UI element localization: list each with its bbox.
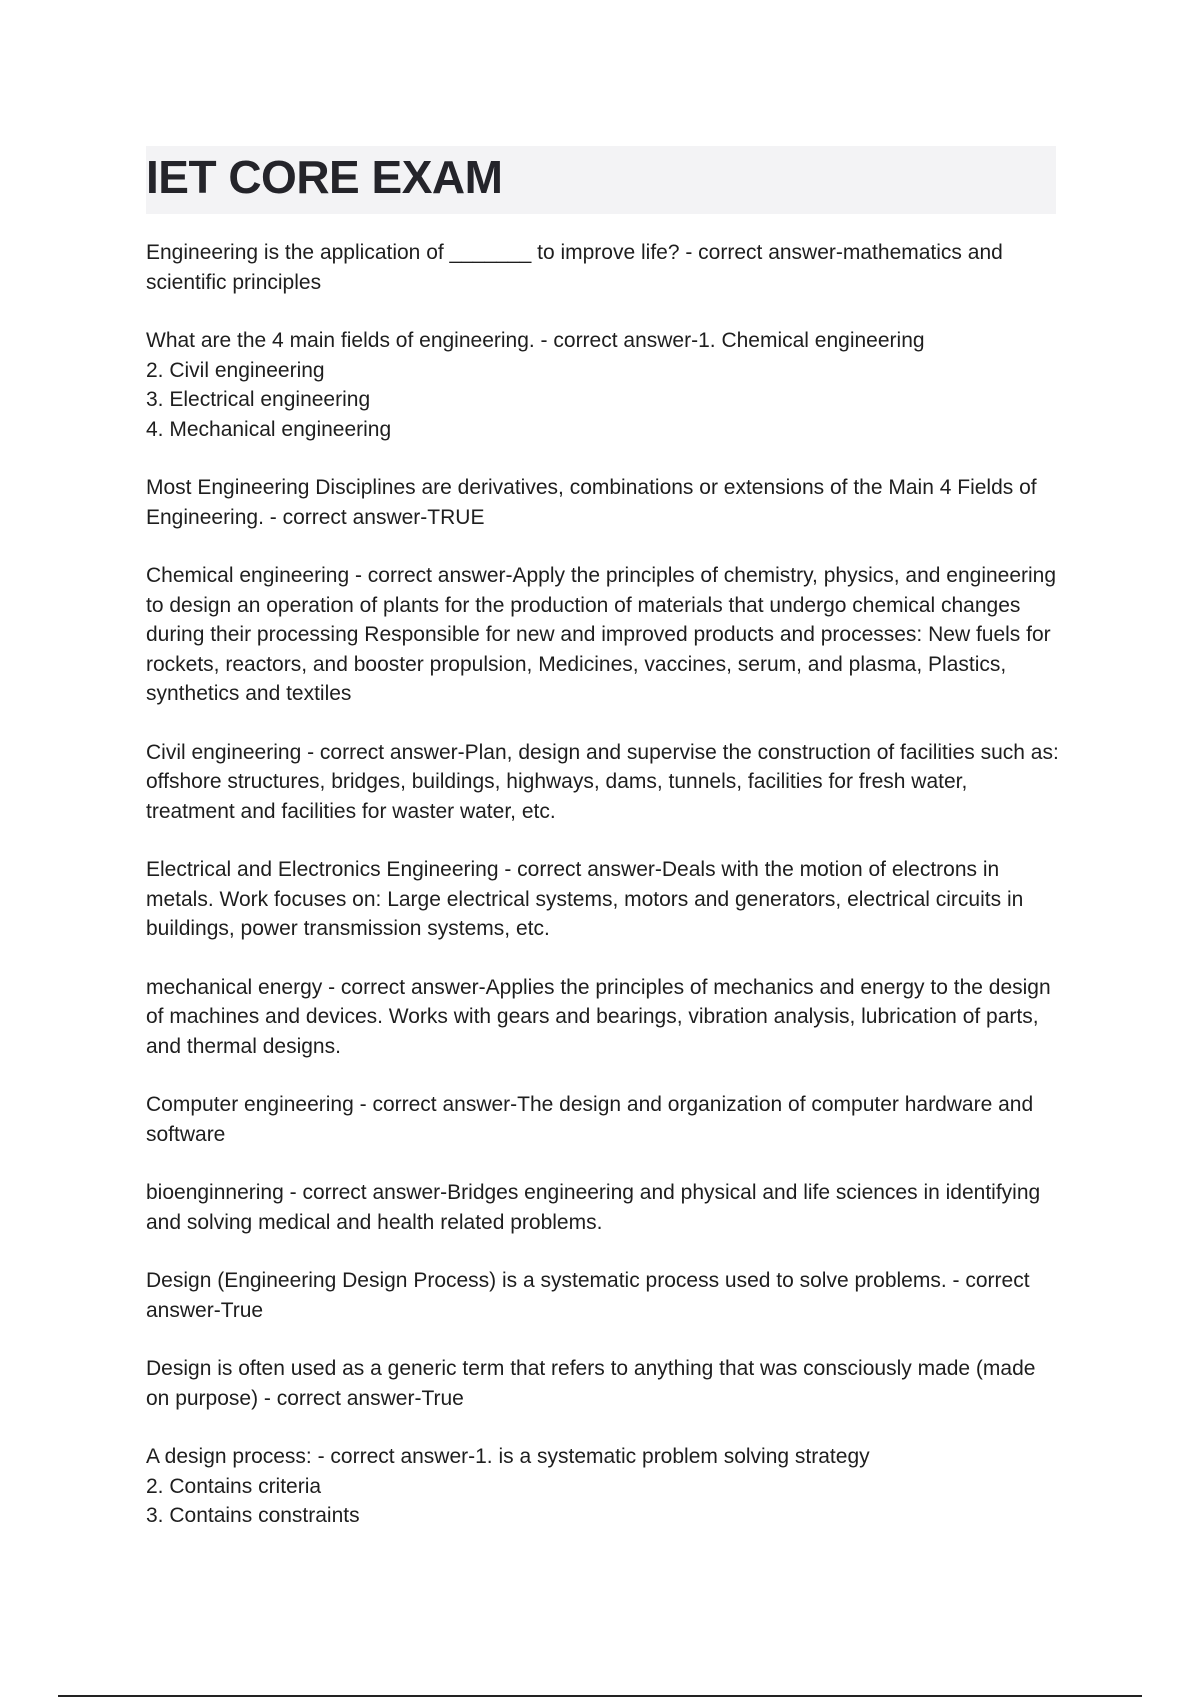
qa-item: Chemical engineering - correct answer-Apply the principles of chemistry, physics, and engineering to design an operation of plants for the production of materials that undergo chemical changes during their processing Responsible for new and improved products and processes: New fuels for rockets, reactors, and booster propulsion, Medicines, vaccines, serum, and plasma, Plastics, synthetics and textiles — [146, 564, 1057, 705]
qa-item: bioenginnering - correct answer-Bridges engineering and physical and life sciences in identifying and solving medical and health related problems. — [146, 1181, 1041, 1234]
qa-item: Electrical and Electronics Engineering - correct answer-Deals with the motion of electrons in metals. Work focuses on: Large electrical systems, motors and generators, electrical circuits in buildings, power transmission systems, etc. — [146, 858, 1024, 940]
qa-list — [146, 238, 1061, 1560]
qa-item: Civil engineering - correct answer-Plan, design and supervise the construction of facilities such as: offshore structures, bridges, buildings, highways, dams, tunnels, facilities for fresh water, treatment and facilities for waster water, etc. — [146, 740, 1059, 823]
qa-item: What are the 4 main fields of engineering. - correct answer-1. Chemical engineering 2. Civil engineering 3. Electrical engineering 4. Mechanical engineering — [146, 329, 925, 441]
qa-item: Computer engineering - correct answer-The design and organization of computer hardware and software — [146, 1093, 1034, 1146]
qa-item: Design is often used as a generic term that refers to anything that was consciously made (made on purpose) - correct answer-True — [146, 1357, 1036, 1410]
qa-item: Engineering is the application of _______ to improve life? - correct answer-mathematics and scientific principles — [146, 241, 1003, 294]
title-banner — [146, 146, 1056, 214]
qa-item: Most Engineering Disciplines are derivatives, combinations or extensions of the Main 4 Fields of Engineering. - correct answer-TRUE — [146, 476, 1037, 529]
qa-item: A design process: - correct answer-1. is a systematic problem solving strategy 2. Contains criteria 3. Contains constraints — [146, 1445, 870, 1527]
qa-item: mechanical energy - correct answer-Applies the principles of mechanics and energy to the design of machines and devices. Works with gears and bearings, vibration analysis, lubrication of parts, and thermal designs. — [146, 975, 1051, 1058]
qa-item: Design (Engineering Design Process) is a systematic process used to solve problems. - correct answer-True — [146, 1269, 1030, 1322]
page-title: IET CORE EXAM — [146, 151, 503, 203]
footer-divider — [58, 1695, 1142, 1697]
